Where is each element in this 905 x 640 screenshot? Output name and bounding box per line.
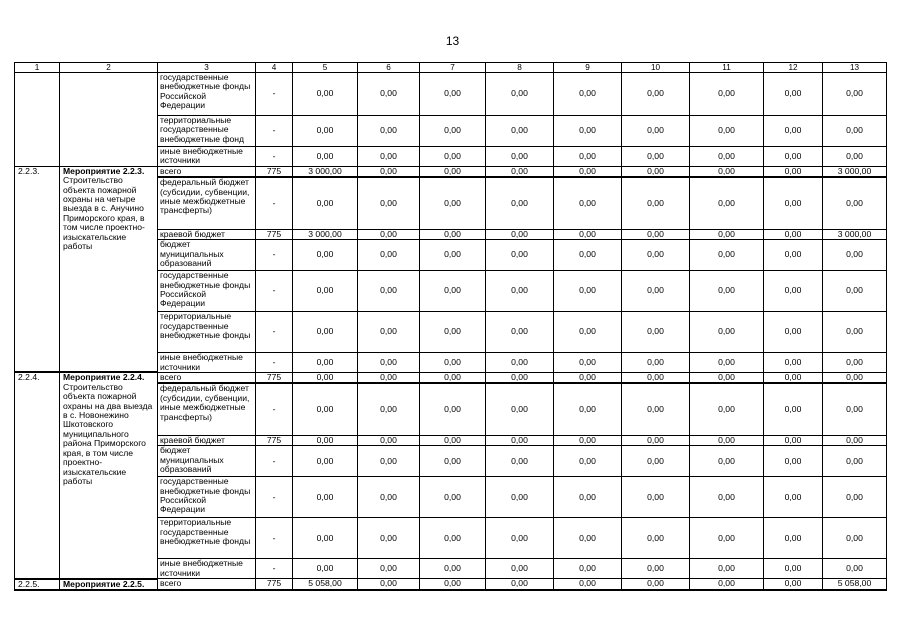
amount-cell: 0,00 — [690, 518, 764, 559]
amount-cell: 0,00 — [420, 312, 486, 353]
amount-cell: 0,00 — [823, 116, 887, 147]
amount-cell: 0,00 — [690, 240, 764, 271]
amount-cell: 0,00 — [358, 116, 420, 147]
amount-cell: 0,00 — [420, 372, 486, 383]
amount-cell: 0,00 — [690, 116, 764, 147]
amount-cell: 0,00 — [486, 116, 554, 147]
amount-cell: 0,00 — [293, 73, 358, 116]
amount-cell: 0,00 — [358, 579, 420, 590]
budget-code-cell: 775 — [256, 435, 293, 445]
column-number-cell: 9 — [554, 63, 622, 73]
amount-cell: 0,00 — [622, 435, 690, 445]
amount-cell: 0,00 — [764, 559, 823, 579]
column-number-cell: 11 — [690, 63, 764, 73]
measure-description-cell — [60, 166, 158, 372]
budget-table — [14, 62, 887, 591]
amount-cell: 0,00 — [690, 559, 764, 579]
amount-cell: 0,00 — [358, 240, 420, 271]
budget-code-cell: - — [256, 559, 293, 579]
table-row — [15, 73, 887, 116]
amount-cell: 0,00 — [486, 177, 554, 229]
amount-cell: 0,00 — [823, 435, 887, 445]
amount-cell: 0,00 — [420, 518, 486, 559]
budget-code-cell: - — [256, 271, 293, 312]
amount-cell: 0,00 — [622, 579, 690, 590]
amount-cell: 0,00 — [622, 229, 690, 239]
amount-cell: 5 058,00 — [293, 579, 358, 590]
amount-cell: 0,00 — [622, 240, 690, 271]
amount-cell: 0,00 — [554, 518, 622, 559]
amount-cell: 0,00 — [622, 446, 690, 477]
amount-cell: 0,00 — [293, 177, 358, 229]
column-number-row — [15, 63, 887, 73]
amount-cell: 0,00 — [764, 446, 823, 477]
amount-cell: 0,00 — [486, 477, 554, 518]
table-row — [15, 166, 887, 177]
amount-cell: 3 000,00 — [823, 229, 887, 239]
amount-cell: 0,00 — [420, 147, 486, 167]
amount-cell: 0,00 — [554, 353, 622, 373]
budget-code-cell: 775 — [256, 579, 293, 590]
amount-cell: 0,00 — [554, 177, 622, 229]
amount-cell: 0,00 — [764, 116, 823, 147]
funding-source-cell: краевой бюджет — [158, 229, 256, 239]
amount-cell: 0,00 — [690, 477, 764, 518]
amount-cell: 0,00 — [293, 435, 358, 445]
measure-text: Строительство объекта пожарной охраны на два выезда в с. Новонежино Шкотовского муниципального района Приморского края, в том числе проектно-изыскательские работы — [63, 381, 153, 486]
funding-source-cell: всего — [158, 579, 256, 590]
measure-text: Строительство объекта пожарной охраны на четыре выезда в с. Анучино Приморского края, в том числе проектно-изыскательские работы — [63, 175, 145, 252]
amount-cell: 0,00 — [622, 73, 690, 116]
amount-cell: 0,00 — [293, 271, 358, 312]
amount-cell: 0,00 — [690, 383, 764, 435]
amount-cell: 0,00 — [622, 147, 690, 167]
amount-cell: 0,00 — [293, 372, 358, 383]
amount-cell: 0,00 — [554, 435, 622, 445]
budget-code-cell: - — [256, 446, 293, 477]
measure-number-cell: 2.2.5. — [15, 579, 60, 590]
funding-source-cell: федеральный бюджет (субсидии, субвенции, иные межбюджетные трансферты) — [158, 383, 256, 435]
amount-cell: 0,00 — [486, 312, 554, 353]
amount-cell: 0,00 — [420, 383, 486, 435]
amount-cell: 0,00 — [764, 383, 823, 435]
amount-cell: 0,00 — [554, 271, 622, 312]
table-row — [15, 579, 887, 590]
funding-source-cell: иные внебюджетные источники — [158, 147, 256, 167]
amount-cell: 0,00 — [358, 229, 420, 239]
funding-source-cell: государственные внебюджетные фонды Российской Федерации — [158, 271, 256, 312]
amount-cell: 0,00 — [622, 383, 690, 435]
amount-cell: 0,00 — [420, 271, 486, 312]
amount-cell: 0,00 — [764, 177, 823, 229]
measure-number-cell — [15, 73, 60, 167]
funding-source-cell: бюджет муниципальных образований — [158, 446, 256, 477]
budget-code-cell: - — [256, 116, 293, 147]
amount-cell: 0,00 — [420, 229, 486, 239]
budget-code-cell: - — [256, 240, 293, 271]
amount-cell: 0,00 — [823, 271, 887, 312]
amount-cell: 0,00 — [420, 73, 486, 116]
funding-source-cell: территориальные государственные внебюджетные фонд — [158, 116, 256, 147]
funding-source-cell: территориальные государственные внебюджетные фонды — [158, 312, 256, 353]
amount-cell: 0,00 — [823, 312, 887, 353]
amount-cell: 0,00 — [554, 372, 622, 383]
budget-code-cell: - — [256, 518, 293, 559]
amount-cell: 0,00 — [358, 477, 420, 518]
amount-cell: 0,00 — [486, 229, 554, 239]
amount-cell: 0,00 — [293, 116, 358, 147]
amount-cell: 0,00 — [358, 383, 420, 435]
amount-cell: 0,00 — [764, 147, 823, 167]
amount-cell: 0,00 — [293, 559, 358, 579]
amount-cell: 0,00 — [690, 271, 764, 312]
amount-cell: 0,00 — [486, 383, 554, 435]
amount-cell: 0,00 — [554, 312, 622, 353]
column-number-cell: 12 — [764, 63, 823, 73]
funding-source-cell: всего — [158, 166, 256, 177]
amount-cell: 0,00 — [823, 177, 887, 229]
amount-cell: 0,00 — [823, 372, 887, 383]
amount-cell: 0,00 — [358, 177, 420, 229]
amount-cell: 0,00 — [690, 147, 764, 167]
amount-cell: 0,00 — [764, 518, 823, 559]
amount-cell: 0,00 — [486, 579, 554, 590]
amount-cell: 0,00 — [358, 73, 420, 116]
amount-cell: 0,00 — [420, 166, 486, 177]
column-number-cell: 13 — [823, 63, 887, 73]
amount-cell: 0,00 — [358, 446, 420, 477]
column-number-cell: 1 — [15, 63, 60, 73]
amount-cell: 0,00 — [486, 435, 554, 445]
amount-cell: 0,00 — [764, 372, 823, 383]
amount-cell: 0,00 — [554, 229, 622, 239]
amount-cell: 0,00 — [293, 312, 358, 353]
amount-cell: 0,00 — [358, 147, 420, 167]
amount-cell: 0,00 — [764, 240, 823, 271]
amount-cell: 0,00 — [486, 372, 554, 383]
budget-code-cell: - — [256, 477, 293, 518]
amount-cell: 0,00 — [823, 240, 887, 271]
amount-cell: 0,00 — [823, 353, 887, 373]
amount-cell: 0,00 — [622, 518, 690, 559]
amount-cell: 0,00 — [690, 166, 764, 177]
amount-cell: 0,00 — [823, 73, 887, 116]
amount-cell: 0,00 — [622, 312, 690, 353]
amount-cell: 0,00 — [690, 353, 764, 373]
funding-source-cell: иные внебюджетные источники — [158, 353, 256, 373]
amount-cell: 0,00 — [823, 383, 887, 435]
amount-cell: 0,00 — [420, 446, 486, 477]
amount-cell: 0,00 — [486, 147, 554, 167]
amount-cell: 0,00 — [690, 579, 764, 590]
amount-cell: 0,00 — [622, 166, 690, 177]
funding-source-cell: государственные внебюджетные фонды Российской Федерации — [158, 477, 256, 518]
amount-cell: 0,00 — [293, 147, 358, 167]
amount-cell: 0,00 — [554, 73, 622, 116]
amount-cell: 0,00 — [486, 353, 554, 373]
amount-cell: 0,00 — [358, 271, 420, 312]
funding-source-cell: государственные внебюджетные фонды Российской Федерации — [158, 73, 256, 116]
funding-source-cell: федеральный бюджет (субсидии, субвенции, иные межбюджетные трансферты) — [158, 177, 256, 229]
amount-cell: 0,00 — [764, 73, 823, 116]
amount-cell: 0,00 — [764, 477, 823, 518]
amount-cell: 0,00 — [554, 147, 622, 167]
amount-cell: 0,00 — [420, 177, 486, 229]
amount-cell: 0,00 — [690, 312, 764, 353]
amount-cell: 0,00 — [293, 383, 358, 435]
amount-cell: 0,00 — [486, 559, 554, 579]
amount-cell: 0,00 — [486, 240, 554, 271]
column-number-cell: 10 — [622, 63, 690, 73]
amount-cell: 0,00 — [622, 477, 690, 518]
amount-cell: 0,00 — [764, 353, 823, 373]
amount-cell: 3 000,00 — [823, 166, 887, 177]
amount-cell: 3 000,00 — [293, 229, 358, 239]
amount-cell: 0,00 — [690, 73, 764, 116]
amount-cell: 0,00 — [554, 477, 622, 518]
budget-code-cell: 775 — [256, 166, 293, 177]
amount-cell: 0,00 — [420, 477, 486, 518]
amount-cell: 0,00 — [554, 446, 622, 477]
funding-source-cell: иные внебюджетные источники — [158, 559, 256, 579]
amount-cell: 0,00 — [486, 518, 554, 559]
amount-cell: 0,00 — [420, 435, 486, 445]
amount-cell: 0,00 — [358, 312, 420, 353]
table-row — [15, 372, 887, 383]
amount-cell: 0,00 — [293, 446, 358, 477]
measure-title: Мероприятие 2.2.4. — [63, 372, 145, 383]
amount-cell: 0,00 — [764, 312, 823, 353]
amount-cell: 5 058,00 — [823, 579, 887, 590]
column-number-cell: 4 — [256, 63, 293, 73]
column-number-cell: 6 — [358, 63, 420, 73]
amount-cell: 0,00 — [420, 579, 486, 590]
measure-number-cell: 2.2.3. — [15, 166, 60, 372]
amount-cell: 0,00 — [554, 240, 622, 271]
amount-cell: 0,00 — [764, 579, 823, 590]
amount-cell: 0,00 — [486, 271, 554, 312]
column-number-cell: 5 — [293, 63, 358, 73]
budget-code-cell: - — [256, 147, 293, 167]
amount-cell: 0,00 — [420, 353, 486, 373]
budget-code-cell: - — [256, 353, 293, 373]
amount-cell: 0,00 — [690, 372, 764, 383]
measure-description-cell — [60, 579, 158, 590]
amount-cell: 0,00 — [358, 166, 420, 177]
amount-cell: 0,00 — [622, 353, 690, 373]
amount-cell: 0,00 — [358, 559, 420, 579]
amount-cell: 0,00 — [554, 559, 622, 579]
amount-cell: 0,00 — [293, 477, 358, 518]
measure-title: Мероприятие 2.2.5. — [63, 578, 145, 589]
amount-cell: 0,00 — [358, 372, 420, 383]
amount-cell: 0,00 — [690, 229, 764, 239]
funding-source-cell: бюджет муниципальных образований — [158, 240, 256, 271]
budget-code-cell: 775 — [256, 372, 293, 383]
amount-cell: 0,00 — [486, 166, 554, 177]
amount-cell: 0,00 — [554, 166, 622, 177]
budget-code-cell: 775 — [256, 229, 293, 239]
amount-cell: 0,00 — [358, 353, 420, 373]
amount-cell: 0,00 — [823, 559, 887, 579]
amount-cell: 0,00 — [622, 559, 690, 579]
amount-cell: 0,00 — [764, 166, 823, 177]
amount-cell: 0,00 — [554, 116, 622, 147]
amount-cell: 0,00 — [358, 518, 420, 559]
amount-cell: 0,00 — [293, 240, 358, 271]
measure-description-cell — [60, 73, 158, 167]
amount-cell: 0,00 — [690, 435, 764, 445]
page-number: 13 — [445, 34, 460, 48]
amount-cell: 0,00 — [823, 518, 887, 559]
column-number-cell: 7 — [420, 63, 486, 73]
funding-source-cell: территориальные государственные внебюджетные фонды — [158, 518, 256, 559]
amount-cell: 0,00 — [420, 116, 486, 147]
amount-cell: 0,00 — [823, 446, 887, 477]
amount-cell: 0,00 — [420, 240, 486, 271]
measure-description-cell — [60, 372, 158, 578]
budget-code-cell: - — [256, 383, 293, 435]
amount-cell: 0,00 — [293, 518, 358, 559]
amount-cell: 0,00 — [764, 229, 823, 239]
amount-cell: 0,00 — [486, 73, 554, 116]
funding-source-cell: краевой бюджет — [158, 435, 256, 445]
column-number-cell: 8 — [486, 63, 554, 73]
amount-cell: 0,00 — [622, 116, 690, 147]
budget-code-cell: - — [256, 73, 293, 116]
amount-cell: 0,00 — [622, 177, 690, 229]
amount-cell: 0,00 — [823, 477, 887, 518]
column-number-cell: 3 — [158, 63, 256, 73]
amount-cell: 0,00 — [622, 271, 690, 312]
amount-cell: 0,00 — [764, 435, 823, 445]
column-number-cell: 2 — [60, 63, 158, 73]
amount-cell: 0,00 — [554, 579, 622, 590]
amount-cell: 0,00 — [358, 435, 420, 445]
budget-code-cell: - — [256, 177, 293, 229]
amount-cell: 0,00 — [690, 446, 764, 477]
budget-code-cell: - — [256, 312, 293, 353]
amount-cell: 0,00 — [554, 383, 622, 435]
amount-cell: 0,00 — [690, 177, 764, 229]
amount-cell: 0,00 — [293, 353, 358, 373]
amount-cell: 0,00 — [823, 147, 887, 167]
measure-number-cell: 2.2.4. — [15, 372, 60, 578]
amount-cell: 0,00 — [764, 271, 823, 312]
funding-source-cell: всего — [158, 372, 256, 383]
amount-cell: 0,00 — [622, 372, 690, 383]
amount-cell: 0,00 — [486, 446, 554, 477]
measure-title: Мероприятие 2.2.3. — [63, 166, 145, 176]
amount-cell: 0,00 — [420, 559, 486, 579]
amount-cell: 3 000,00 — [293, 166, 358, 177]
